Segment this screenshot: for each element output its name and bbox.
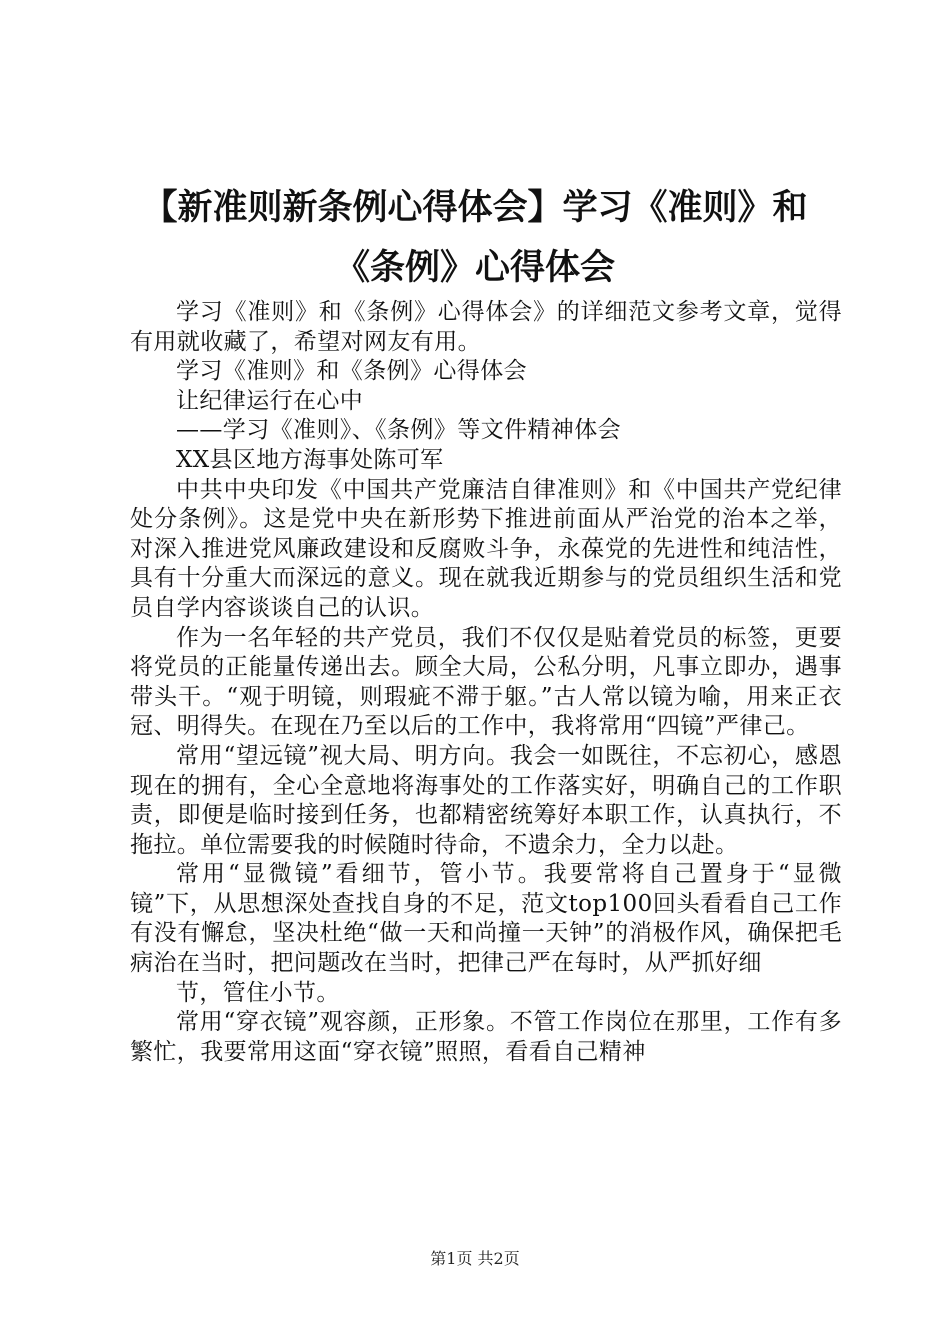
paragraph-subtitle: 让纪律运行在心中 (176, 387, 364, 414)
paragraph-author: XX县区地方海事处陈可军 (176, 446, 444, 473)
paragraph-heading: 学习《准则》和《条例》心得体会 (176, 358, 527, 385)
paragraph-body-4: 常用“显微镜”看细节，管小节。我要常将自己置身于“显微镜”下，从思想深处查找自身的不足，范文top100回头看看自己工作有没有懈怠，坚决杜绝“做一天和尚撞一天钟”的消极作风，确保把毛病治在当时，把问题改在当时，把律己严在每时，从严抓好细 (130, 861, 842, 977)
paragraph-body-5: 常用“穿衣镜”观容颜，正形象。不管工作岗位在那里，工作有多繁忙，我要常用这面“穿衣镜”照照，看看自己精神 (130, 1009, 842, 1065)
paragraph-subtitle-2: ——学习《准则》、《条例》等文件精神体会 (176, 417, 621, 444)
paragraph-body-4-cont: 节，管住小节。 (176, 979, 340, 1006)
paragraph-body-3: 常用“望远镜”视大局、明方向。我会一如既往，不忘初心，感恩现在的拥有，全心全意地将海事处的工作落实好，明确自己的工作职责，即便是临时接到任务，也都精密统筹好本职工作，认真执行，不拖拉。单位需要我的时候随时待命，不遗余力，全力以赴。 (130, 742, 842, 858)
paragraph-body-1: 中共中央印发《中国共产党廉洁自律准则》和《中国共产党纪律处分条例》。这是党中央在新形势下推进前面从严治党的治本之举，对深入推进党风廉政建设和反腐败斗争，永葆党的先进性和纯洁性，具有十分重大而深远的意义。现在就我近期参与的党员组织生活和党员自学内容谈谈自己的认识。 (130, 476, 842, 621)
document-title (100, 178, 850, 298)
title-line-1: 【新准则新条例心得体会】学习《准则》和 (142, 187, 808, 228)
document-body (130, 298, 842, 1067)
page-footer: 第1页 共2页 (430, 1249, 520, 1268)
title-line-2: 《条例》心得体会 (334, 247, 615, 288)
paragraph-body-2: 作为一名年轻的共产党员，我们不仅仅是贴着党员的标签，更要将党员的正能量传递出去。顾全大局，公私分明，凡事立即办，遇事带头干。“观于明镜，则瑕疵不滞于躯。”古人常以镜为喻，用来正衣冠、明得失。在现在乃至以后的工作中，我将常用“四镜”严律己。 (130, 624, 842, 740)
paragraph-intro: 学习《准则》和《条例》心得体会》的详细范文参考文章，觉得有用就收藏了，希望对网友有用。 (130, 299, 842, 355)
